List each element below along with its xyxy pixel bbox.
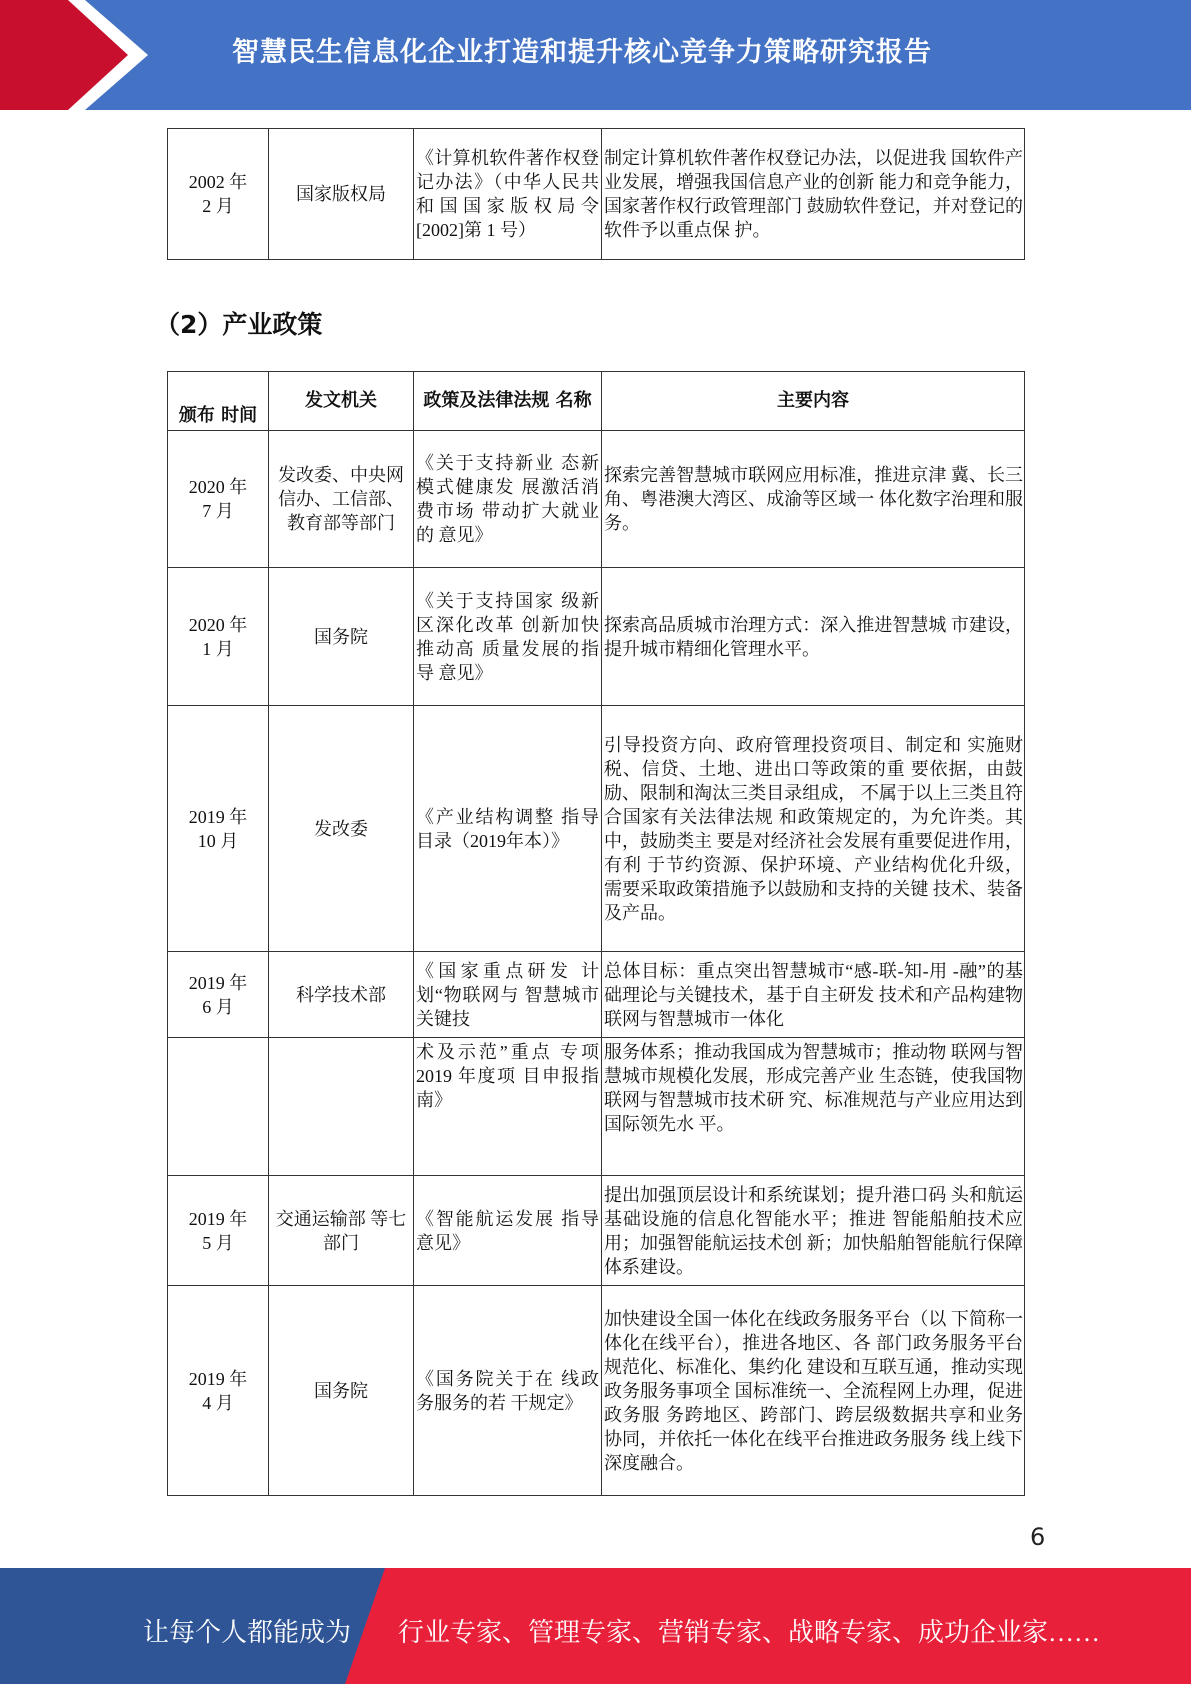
- agency-cell: 国家版权局: [269, 129, 414, 260]
- footer-slogan-right: 行业专家、管理专家、营销专家、战略专家、成功企业家……: [398, 1618, 1101, 1647]
- policy-name-cell: 《国务院关于在 线政务服务的若 干规定》: [414, 1286, 602, 1496]
- policy-name-cell: 术及示范”重点 专项 2019 年度项 目申报指南》: [414, 1038, 602, 1176]
- table-row: [168, 706, 1025, 952]
- content-cell: 服务体系；推动我国成为智慧城市；推动物 联网与智慧城市规模化发展，形成完善产业 生态链，使我国物联网与智慧城市技术研 究、标准规范与产业应用达到国际领先水 平。: [602, 1038, 1025, 1176]
- section-heading: （2）产业政策: [155, 310, 323, 339]
- policy-name-cell: 《计算机软件著作权登记办法》（中华人民共和国国家版权局令[2002]第 1 号）: [414, 129, 602, 260]
- issue-date-cell: 2020 年 7 月: [168, 431, 269, 568]
- table-row: [168, 431, 1025, 568]
- agency-cell: 国务院: [269, 1286, 414, 1496]
- table-row: [168, 568, 1025, 706]
- column-header-date: 颁布 时间: [168, 372, 269, 431]
- policy-name-cell: 《产业结构调整 指导目录（2019年本）》: [414, 706, 602, 952]
- policy-name-cell: 《国家重点研发 计划“物联网与 智慧城市关键技: [414, 952, 602, 1038]
- table-row: [168, 129, 1025, 260]
- page-number: 6: [1030, 1523, 1046, 1551]
- content-cell: 探索高品质城市治理方式：深入推进智慧城 市建设，提升城市精细化管理水平。: [602, 568, 1025, 706]
- column-header-agency: 发文机关: [269, 372, 414, 431]
- table-row: [168, 1286, 1025, 1496]
- issue-date-cell: 2019 年 10 月: [168, 706, 269, 952]
- policy-name-cell: 《智能航运发展 指导意见》: [414, 1176, 602, 1286]
- report-title: 智慧民生信息化企业打造和提升核心竞争力策略研究报告: [232, 37, 932, 68]
- table-row: [168, 952, 1025, 1038]
- industry-policy-table: [167, 371, 1025, 1496]
- content-cell: 制定计算机软件著作权登记办法，以促进我 国软件产业发展，增强我国信息产业的创新 能力和竞争能力，国家著作权行政管理部门 鼓励软件登记，并对登记的软件予以重点保 护。: [602, 129, 1025, 260]
- agency-cell: 国务院: [269, 568, 414, 706]
- issue-date-cell: 2020 年 1 月: [168, 568, 269, 706]
- policy-name-cell: 《关于支持新业 态新模式健康发 展激活消费市场 带动扩大就业的 意见》: [414, 431, 602, 568]
- policy-name-cell: 《关于支持国家 级新区深化改革 创新加快推动高 质量发展的指导 意见》: [414, 568, 602, 706]
- agency-cell: 发改委: [269, 706, 414, 952]
- policy-table-continued: [167, 128, 1025, 260]
- agency-cell: 科学技术部: [269, 952, 414, 1038]
- agency-cell: [269, 1038, 414, 1176]
- issue-date-cell: 2019 年 5 月: [168, 1176, 269, 1286]
- content-cell: 引导投资方向、政府管理投资项目、制定和 实施财税、信贷、土地、进出口等政策的重 要依据，由鼓励、限制和淘汰三类目录组成， 不属于以上三类且符合国家有关法律法规 和政策规定的，为允许类。其中，鼓励类主 要是对经济社会发展有重要促进作用，有利 于节约资源、保护环境、产业结构优化升级， 需要采取政策措施予以鼓励和支持的关键 技术、装备及产品。: [602, 706, 1025, 952]
- table-row: [168, 1176, 1025, 1286]
- content-cell: 提出加强顶层设计和系统谋划；提升港口码 头和航运基础设施的信息化智能水平；推进 智能船舶技术应用；加强智能航运技术创 新；加快船舶智能航行保障体系建设。: [602, 1176, 1025, 1286]
- table-row: [168, 1038, 1025, 1176]
- issue-date-cell: 2002 年 2 月: [168, 129, 269, 260]
- agency-cell: 发改委、中央网信办、工信部、教育部等部门: [269, 431, 414, 568]
- column-header-content: 主要内容: [602, 372, 1025, 431]
- issue-date-cell: 2019 年 6 月: [168, 952, 269, 1038]
- content-cell: 总体目标：重点突出智慧城市“感-联-知-用 -融”的基础理论与关键技术，基于自主研发 技术和产品构建物联网与智慧城市一体化: [602, 952, 1025, 1038]
- page-header: [0, 0, 1191, 110]
- table-header-row: [168, 372, 1025, 431]
- agency-cell: 交通运输部 等七部门: [269, 1176, 414, 1286]
- content-cell: 探索完善智慧城市联网应用标准，推进京津 冀、长三角、粤港澳大湾区、成渝等区域一 体化数字治理和服务。: [602, 431, 1025, 568]
- column-header-policy: 政策及法律法规 名称: [414, 372, 602, 431]
- issue-date-cell: 2019 年 4 月: [168, 1286, 269, 1496]
- content-cell: 加快建设全国一体化在线政务服务平台（以 下简称一体化在线平台），推进各地区、各 部门政务服务平台规范化、标准化、集约化 建设和互联互通，推动实现政务服务事项全 国标准统一、全流程网上办理，促进政务服 务跨地区、跨部门、跨层级数据共享和业务 协同，并依托一体化在线平台推进政务服务 线上线下深度融合。: [602, 1286, 1025, 1496]
- footer-slogan-left: 让每个人都能成为: [143, 1618, 352, 1647]
- issue-date-cell: [168, 1038, 269, 1176]
